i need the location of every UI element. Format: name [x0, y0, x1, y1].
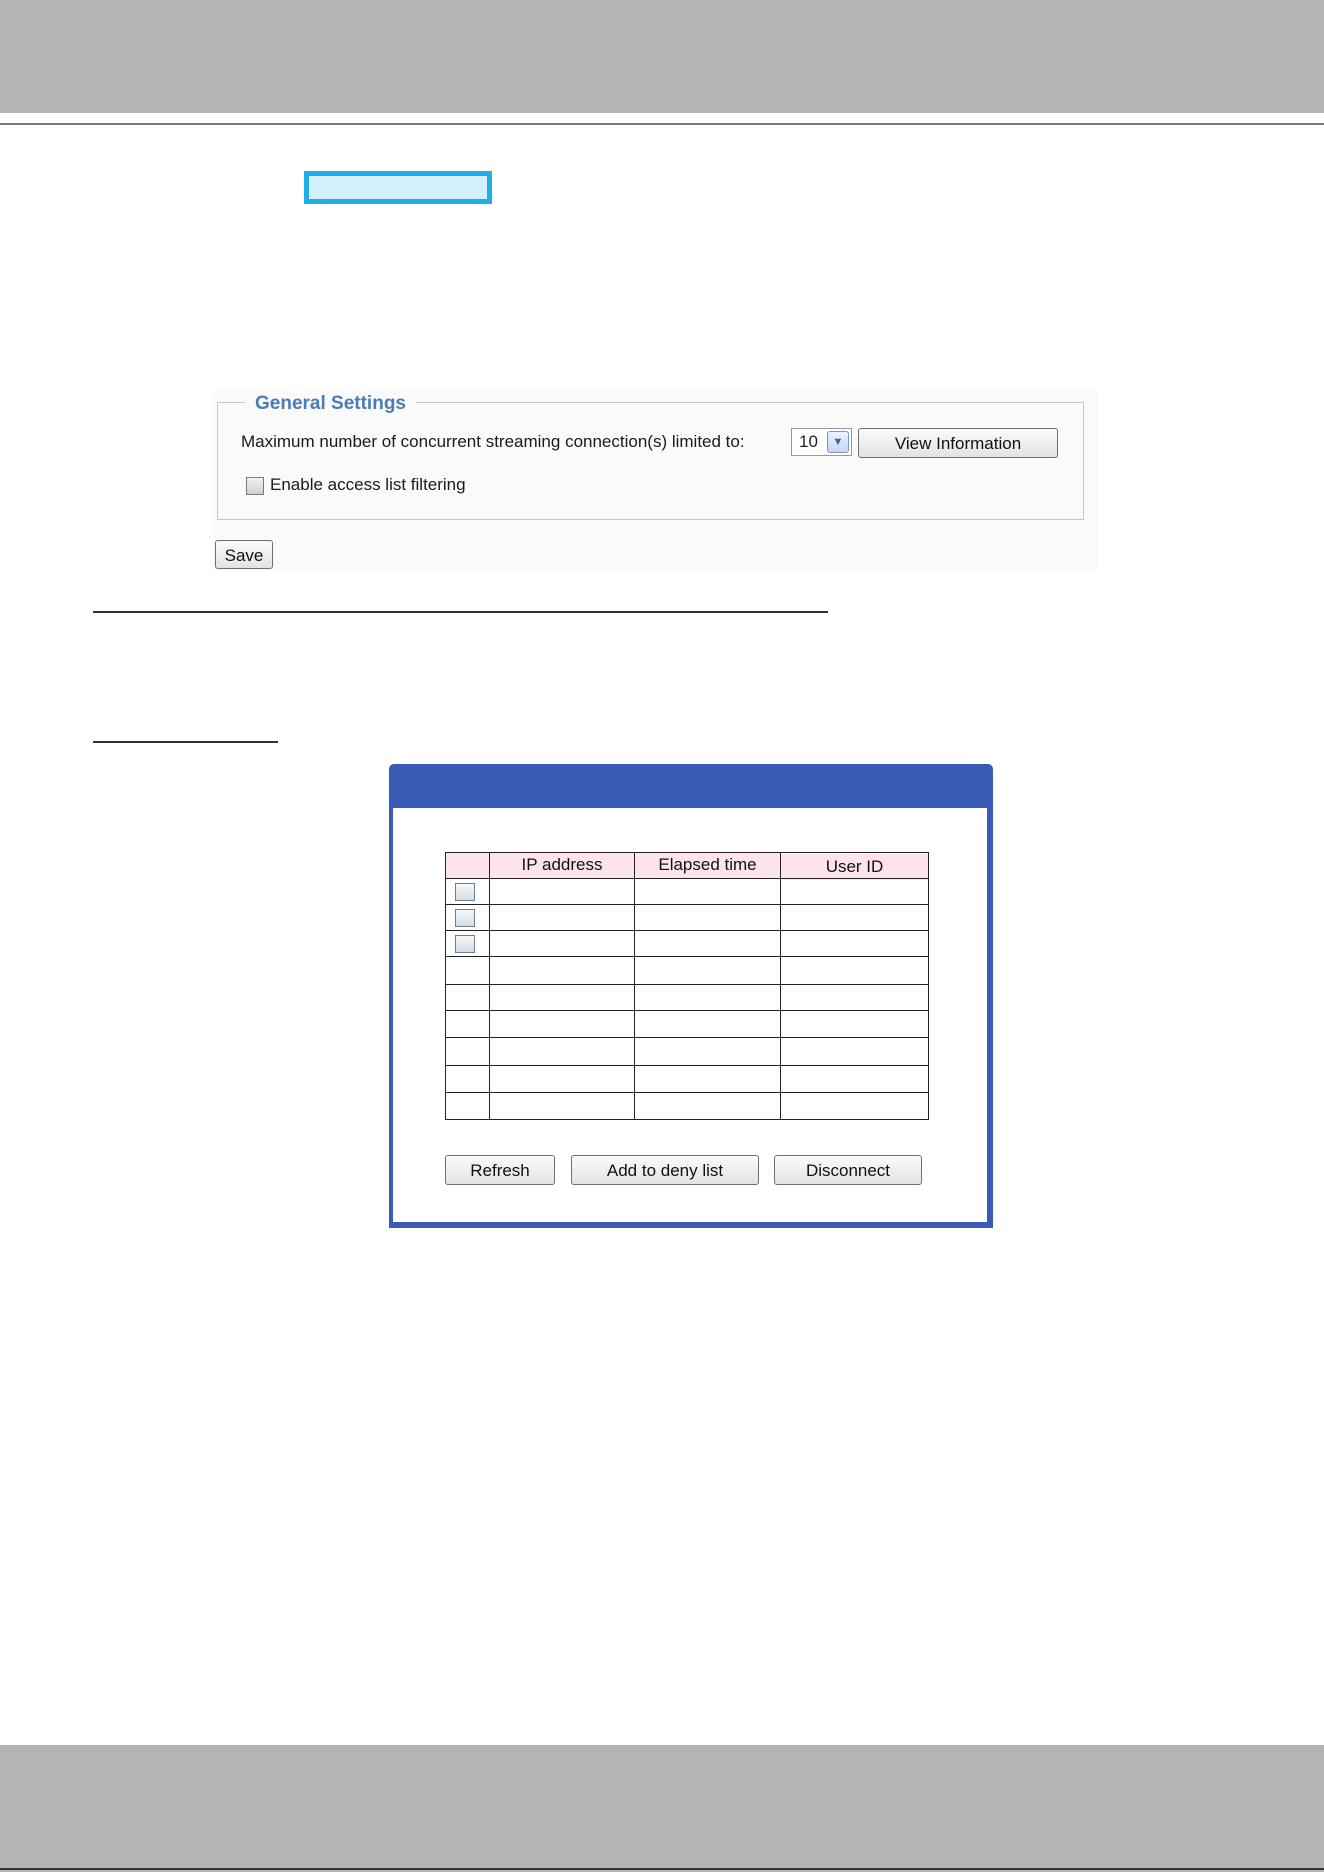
save-button[interactable]: Save [215, 540, 273, 569]
max-connections-select[interactable] [791, 428, 852, 456]
general-settings-legend: General Settings [245, 390, 416, 418]
highlighted-menu-item[interactable] [304, 171, 492, 204]
row-select-checkbox[interactable] [455, 935, 475, 953]
table-row-divider [445, 878, 929, 879]
add-to-deny-list-button[interactable]: Add to deny list [571, 1155, 759, 1185]
view-information-button[interactable]: View Information [858, 428, 1058, 458]
table-row-divider [445, 904, 929, 905]
table-header-user-id: User ID [781, 854, 928, 880]
subsection-underline [93, 741, 278, 743]
table-row-divider [445, 956, 929, 957]
table-column-divider [780, 852, 781, 1120]
access-filter-checkbox[interactable] [246, 477, 264, 495]
table-column-divider [634, 852, 635, 1120]
table-row-divider [445, 1037, 929, 1038]
table-row-divider [445, 1010, 929, 1011]
max-connections-value: 10 [799, 432, 818, 451]
row-select-checkbox[interactable] [455, 883, 475, 901]
table-column-divider [489, 852, 490, 1120]
table-header-elapsed: Elapsed time [635, 852, 780, 878]
table-row-divider [445, 930, 929, 931]
header-divider [0, 123, 1324, 125]
chevron-down-icon[interactable]: ▼ [827, 431, 849, 453]
section-underline [93, 611, 828, 613]
page-footer-band [0, 1745, 1324, 1872]
general-settings-fieldset [217, 402, 1084, 520]
page-header-band [0, 0, 1324, 113]
disconnect-button[interactable]: Disconnect [774, 1155, 922, 1185]
access-filter-label: Enable access list filtering [270, 475, 466, 494]
row-select-checkbox[interactable] [455, 909, 475, 927]
max-connections-label: Maximum number of concurrent streaming connection(s) limited to: [241, 432, 745, 451]
table-row-divider [445, 1065, 929, 1066]
table-header-ip: IP address [490, 852, 634, 878]
footer-divider [0, 1868, 1324, 1870]
table-row-divider [445, 984, 929, 985]
connection-table [445, 852, 929, 1120]
refresh-button[interactable]: Refresh [445, 1155, 555, 1185]
table-row-divider [445, 1092, 929, 1093]
